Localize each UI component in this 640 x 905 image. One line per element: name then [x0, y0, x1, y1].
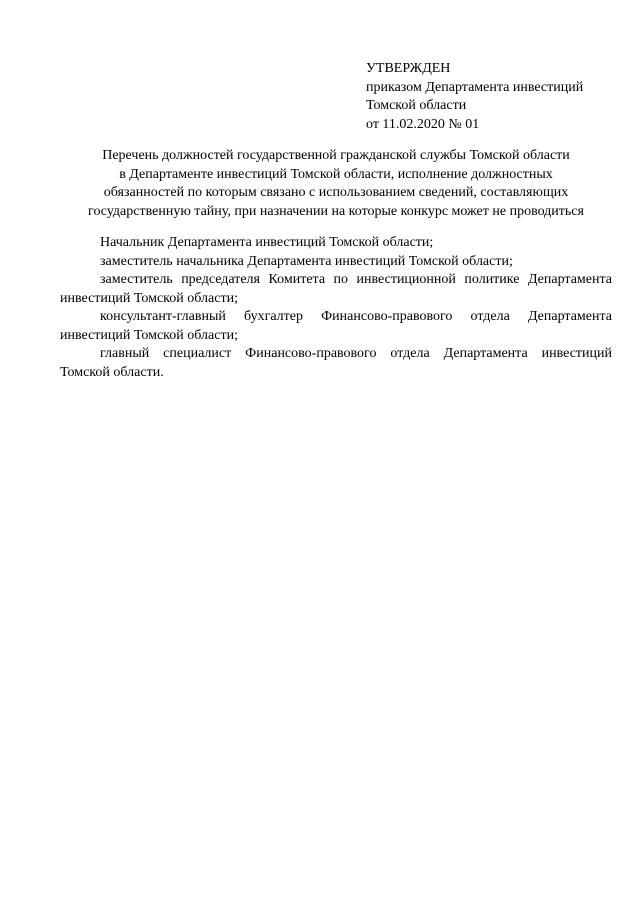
document-title [60, 147, 612, 221]
approval-region-line: Томской области [366, 98, 467, 113]
position-item: консультант-главный бухгалтер Финансово-правового отдела Департамента инвестиций Томской области; [60, 309, 612, 343]
title-line-2: в Департаменте инвестиций Томской области, исполнение должностных [119, 166, 553, 182]
positions-list [60, 234, 612, 382]
approval-date-line: от 11.02.2020 № 01 [366, 116, 480, 132]
position-item: Начальник Департамента инвестиций Томской области; [100, 235, 434, 250]
title-line-3: обязанностей по которым связано с использованием сведений, составляющих [103, 185, 569, 200]
approval-heading: УТВЕРЖДЕН [366, 61, 451, 76]
position-item: главный специалист Финансово-правового отдела Департамента инвестиций Томской области. [60, 346, 612, 380]
position-item: заместитель председателя Комитета по инвестиционной политике Департамента инвестиций Томской области; [60, 272, 612, 306]
title-line-4: государственную тайну, при назначении на которые конкурс может не проводиться [88, 203, 584, 219]
approval-stamp [366, 60, 583, 134]
approval-order-line: приказом Департамента инвестиций [366, 79, 584, 95]
position-item: заместитель начальника Департамента инвестиций Томской области; [100, 253, 513, 269]
title-line-1: Перечень должностей государственной гражданской службы Томской области [102, 148, 570, 163]
